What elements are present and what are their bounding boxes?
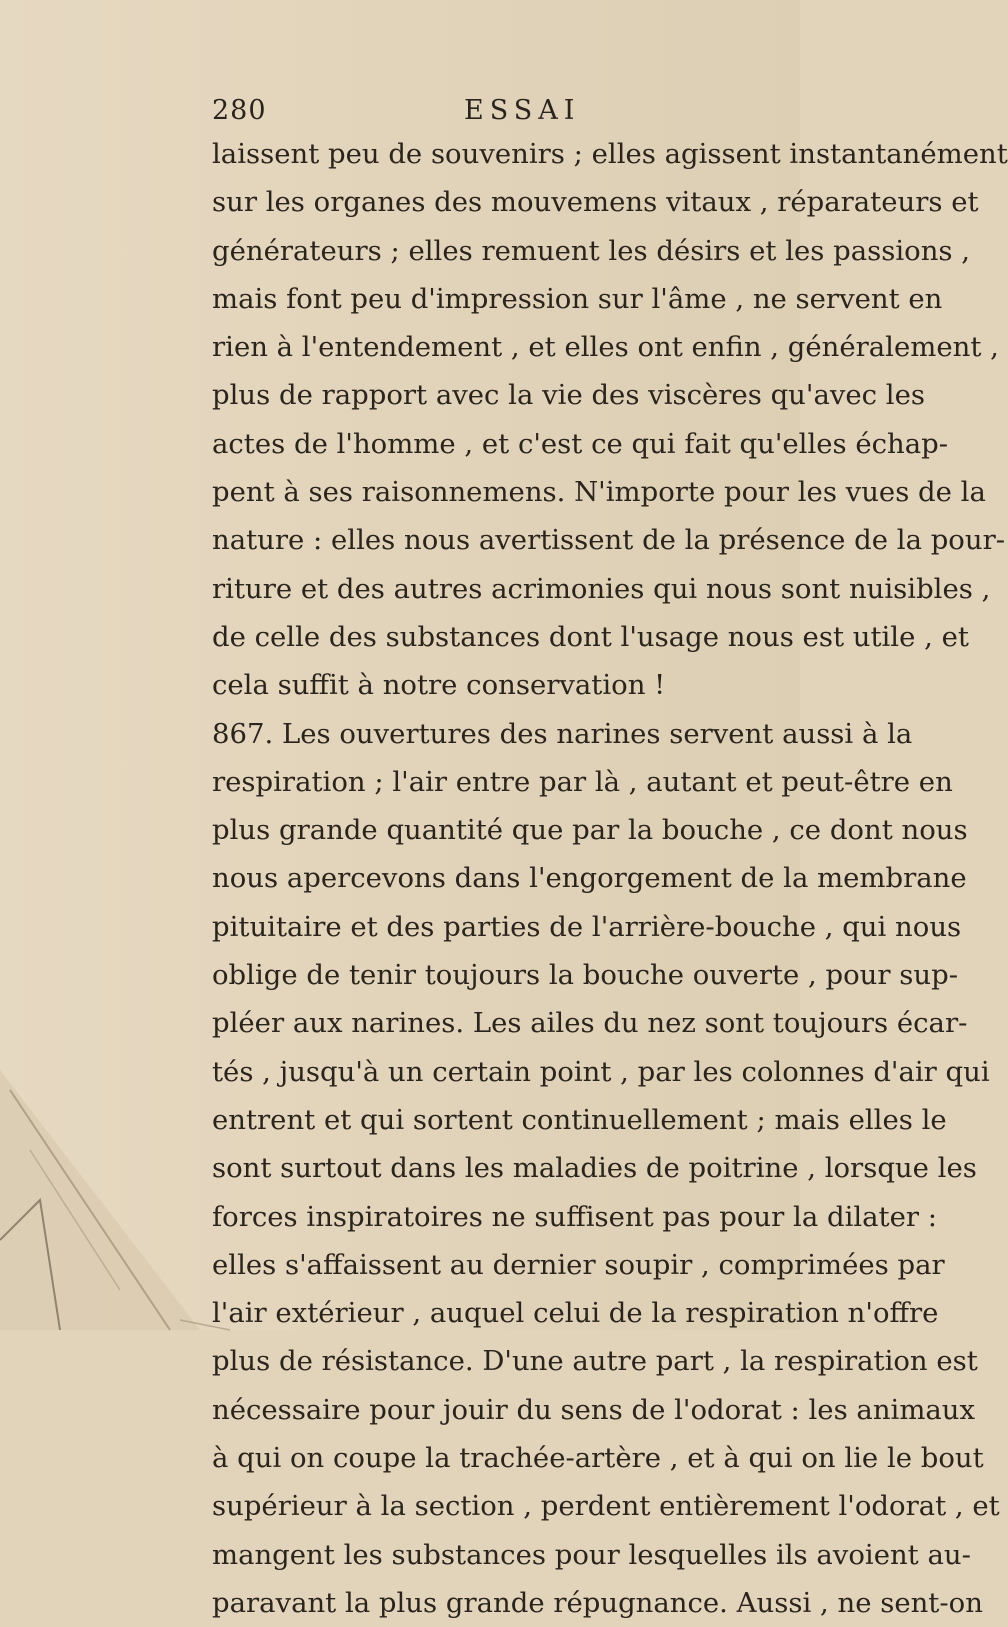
body-text <box>212 130 1008 1627</box>
text-line: l'air extérieur , auquel celui de la respiration n'offre <box>212 1297 939 1330</box>
text-line: forces inspiratoires ne suffisent pas pour la dilater : <box>212 1200 938 1233</box>
text-line: elles s'affaissent au dernier soupir , comprimées par <box>212 1248 945 1281</box>
page-corner-shadow <box>0 1030 260 1330</box>
text-line: plus de rapport avec la vie des viscères qu'avec les <box>212 379 925 412</box>
text-line: actes de l'homme , et c'est ce qui fait qu'elles échap- <box>212 427 949 460</box>
text-line: laissent peu de souvenirs ; elles agissent instantanément <box>212 138 1008 170</box>
text-line: générateurs ; elles remuent les désirs et les passions , <box>212 234 971 267</box>
text-line: sont surtout dans les maladies de poitrine , lorsque les <box>212 1152 977 1185</box>
text-line: à qui on coupe la trachée-artère , et à qui on lie le bout <box>212 1442 984 1475</box>
text-line: pent à ses raisonnemens. N'importe pour les vues de la <box>212 476 986 509</box>
text-line: pituitaire et des parties de l'arrière-bouche , qui nous <box>212 910 962 943</box>
text-line: plus de résistance. D'une autre part , la respiration est <box>212 1345 978 1378</box>
text-line: pléer aux narines. Les ailes du nez sont toujours écar- <box>212 1007 968 1040</box>
page-header <box>212 95 732 135</box>
text-line: cela suffit à notre conservation ! <box>212 669 666 702</box>
text-line: tés , jusqu'à un certain point , par les colonnes d'air qui <box>212 1055 990 1088</box>
text-line: mais font peu d'impression sur l'âme , ne servent en <box>212 282 943 315</box>
text-line: respiration ; l'air entre par là , autant et peut-être en <box>212 765 953 798</box>
text-line: nous apercevons dans l'engorgement de la membrane <box>212 862 967 895</box>
text-line: de celle des substances dont l'usage nous est utile , et <box>212 620 969 653</box>
text-line: riture et des autres acrimonies qui nous sont nuisibles , <box>212 572 991 605</box>
text-line: mangent les substances pour lesquelles ils avoient au- <box>212 1538 971 1571</box>
page-number: 280 <box>212 95 267 126</box>
text-line: sur les organes des mouvemens vitaux , réparateurs et <box>212 186 979 219</box>
paragraph-2 <box>212 710 1000 1627</box>
text-line: nature : elles nous avertissent de la présence de la pour- <box>212 524 1006 557</box>
text-line: oblige de tenir toujours la bouche ouverte , pour sup- <box>212 959 959 992</box>
text-line: plus grande quantité que par la bouche , ce dont nous <box>212 814 968 847</box>
text-line: paravant la plus grande répugnance. Aussi , ne sent-on <box>212 1586 983 1619</box>
paper-fold-marks <box>0 1030 260 1330</box>
text-line: rien à l'entendement , et elles ont enfin , généralement , <box>212 331 999 364</box>
text-line: entrent et qui sortent continuellement ; mais elles le <box>212 1103 947 1136</box>
paragraph-1 <box>212 130 1008 710</box>
text-line: nécessaire pour jouir du sens de l'odorat : les animaux <box>212 1393 976 1426</box>
text-line: 867. Les ouvertures des narines servent aussi à la <box>212 717 913 750</box>
text-line: supérieur à la section , perdent entièrement l'odorat , et <box>212 1490 1000 1523</box>
running-title: ESSAI <box>464 95 581 126</box>
